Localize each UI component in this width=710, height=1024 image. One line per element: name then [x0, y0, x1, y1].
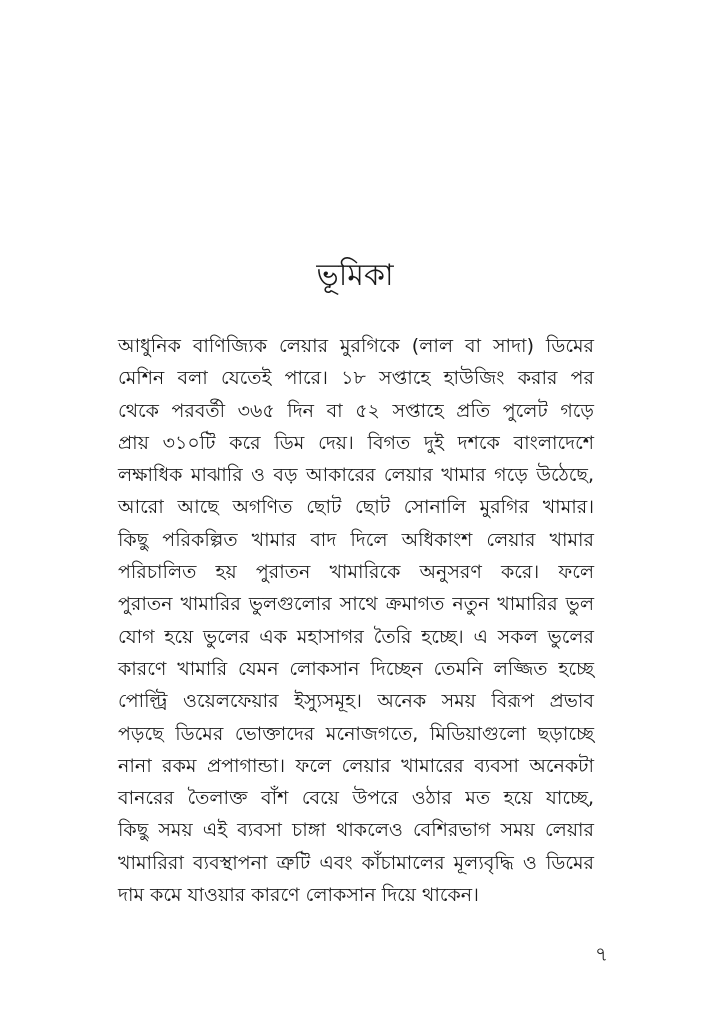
- paragraph-line: কিছু পরিকল্পিত খামার বাদ দিলে অধিকাংশ লেয়ার খামার: [118, 528, 594, 551]
- paragraph-line: পোল্ট্রি ওয়েলফেয়ার ইস্যুসমূহ। অনেক সময় বিরূপ প্রভাব: [118, 690, 594, 713]
- paragraph-line: দাম কমে যাওয়ার কারণে লোকসান দিয়ে থাকেন।: [118, 884, 479, 907]
- page-number: ৭: [594, 942, 608, 966]
- paragraph-line: কারণে খামারি যেমন লোকসান দিচ্ছেন তেমনি লজ্জিত হচ্ছে: [118, 657, 594, 680]
- paragraph-line: প্রায় ৩১০টি করে ডিম দেয়। বিগত দুই দশকে বাংলাদেশে: [118, 431, 594, 454]
- paragraph-line: থেকে পরবর্তী ৩৬৫ দিন বা ৫২ সপ্তাহে প্রতি পুলেট গড়ে: [118, 399, 594, 422]
- paragraph-line: যোগ হয়ে ভুলের এক মহাসাগর তৈরি হচ্ছে। এ সকল ভুলের: [118, 625, 594, 648]
- paragraph-line: নানা রকম প্রপাগান্ডা। ফলে লেয়ার খামারের ব্যবসা অনেকটা: [118, 754, 594, 777]
- paragraph-line: মেশিন বলা যেতেই পারে। ১৮ সপ্তাহে হাউজিং করার পর: [118, 367, 594, 390]
- paragraph-line: বানরের তৈলাক্ত বাঁশ বেয়ে উপরে ওঠার মত হয়ে যাচ্ছে,: [118, 787, 594, 810]
- page-title: ভূমিকা: [316, 258, 394, 293]
- paragraph-line: লক্ষাধিক মাঝারি ও বড় আকারের লেয়ার খামার গড়ে উঠেছে,: [118, 464, 594, 487]
- paragraph-line: আধুনিক বাণিজ্যিক লেয়ার মুরগিকে (লাল বা সাদা) ডিমের: [118, 335, 594, 357]
- paragraph-line: আরো আছে অগণিত ছোট ছোট সোনালি মুরগির খামার।: [118, 496, 594, 519]
- paragraph-line: পরিচালিত হয় পুরাতন খামারিকে অনুসরণ করে। ফলে: [118, 561, 594, 584]
- paragraph-line: পড়ছে ডিমের ভোক্তাদের মনোজগতে, মিডিয়াগুলো ছড়াচ্ছে: [118, 722, 594, 745]
- paragraph-line: খামারিরা ব্যবস্থাপনা ত্রুটি এবং কাঁচামালের মূল্যবৃদ্ধি ও ডিমের: [118, 851, 594, 874]
- introduction-paragraph: [118, 330, 594, 911]
- paragraph-line: পুরাতন খামারির ভুলগুলোর সাথে ক্রমাগত নতুন খামারির ভুল: [118, 593, 594, 616]
- paragraph-line: কিছু সময় এই ব্যবসা চাঙ্গা থাকলেও বেশিরভাগ সময় লেয়ার: [118, 819, 594, 842]
